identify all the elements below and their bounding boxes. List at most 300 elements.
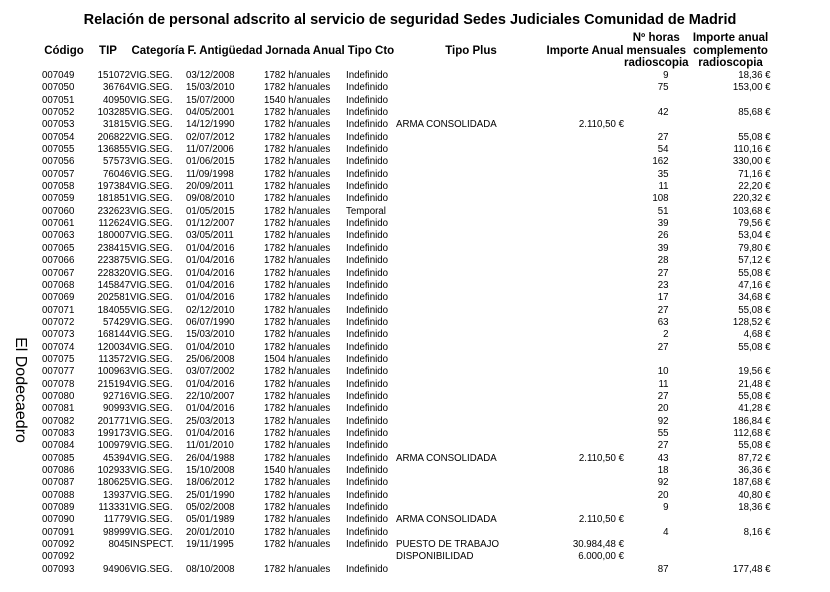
cell-tip: 199173 <box>97 427 130 439</box>
cell-horas-radioscopia: 27 <box>657 304 669 316</box>
cell-tipo-cto: Indefinido <box>346 452 389 464</box>
cell-importe-anual: 2.110,50 € <box>578 514 624 526</box>
cell-categoria: VIG.SEG. <box>130 514 173 526</box>
cell-jornada: 1782 h/anuales <box>264 304 331 316</box>
cell-categoria: VIG.SEG. <box>130 390 173 402</box>
cell-importe-anual <box>546 379 624 391</box>
cell-tipo-plus <box>396 305 546 317</box>
cell-horas-radioscopia: 20 <box>657 403 669 415</box>
cell-horas-radioscopia <box>624 119 689 131</box>
cell-jornada: 1782 h/anuales <box>264 242 331 254</box>
cell-tip: 181851 <box>97 193 130 205</box>
cell-horas-radioscopia: 10 <box>657 366 669 378</box>
cell-categoria: VIG.SEG. <box>130 144 173 156</box>
cell-codigo: 007054 <box>42 131 75 143</box>
cell-jornada: 1782 h/anuales <box>264 168 331 180</box>
cell-complemento-radioscopia: 36,36 € <box>738 465 771 476</box>
cell-tip: 100963 <box>97 366 130 378</box>
cell-tip: 197384 <box>97 181 130 193</box>
cell-categoria: VIG.SEG. <box>130 304 173 316</box>
cell-tipo-cto: Indefinido <box>346 390 389 402</box>
cell-horas-radioscopia: 26 <box>657 230 669 242</box>
cell-antiguedad: 01/04/2016 <box>186 242 235 254</box>
cell-tipo-plus <box>396 490 546 502</box>
personnel-table <box>42 32 773 576</box>
cell-categoria: VIG.SEG. <box>130 70 173 81</box>
cell-categoria: VIG.SEG. <box>130 378 173 390</box>
cell-jornada: 1782 h/anuales <box>264 144 331 156</box>
cell-complemento-radioscopia: 153,00 € <box>732 82 771 94</box>
cell-jornada: 1540 h/anuales <box>264 94 331 106</box>
cell-importe-anual <box>546 243 624 255</box>
cell-tip: 113572 <box>98 353 130 365</box>
cell-tipo-cto: Indefinido <box>346 514 389 526</box>
cell-tipo-plus <box>396 280 546 292</box>
cell-importe-anual <box>546 391 624 403</box>
cell-tipo-plus: ARMA CONSOLIDADA <box>396 119 497 131</box>
header-codigo: Código <box>44 44 84 57</box>
cell-horas-radioscopia: 2 <box>663 329 669 341</box>
cell-tip: 184055 <box>97 304 130 316</box>
table-header-row <box>42 32 773 70</box>
cell-tipo-plus <box>396 502 546 514</box>
cell-tip: 103285 <box>97 107 130 119</box>
cell-tip: 113331 <box>98 502 130 514</box>
cell-importe-anual <box>546 305 624 317</box>
table-row <box>42 317 773 329</box>
cell-codigo: 007053 <box>42 119 75 131</box>
cell-categoria: VIG.SEG. <box>130 94 173 106</box>
cell-tipo-cto: Indefinido <box>346 427 389 439</box>
cell-tip: 57573 <box>103 156 130 168</box>
table-row <box>42 280 773 292</box>
cell-complemento-radioscopia: 79,56 € <box>738 218 771 230</box>
table-row <box>42 95 773 107</box>
cell-tipo-cto: Indefinido <box>346 292 389 304</box>
header-complemento-radioscopia: Importe anual complemento radioscopia <box>692 32 769 70</box>
cell-tipo-plus <box>396 317 546 329</box>
cell-horas-radioscopia: 9 <box>663 502 669 514</box>
cell-jornada: 1782 h/anuales <box>264 218 331 230</box>
table-row <box>42 366 773 378</box>
cell-tip: 90993 <box>103 403 130 415</box>
cell-tip: 206822 <box>97 131 130 143</box>
cell-categoria: VIG.SEG. <box>130 205 173 217</box>
cell-horas-radioscopia: 51 <box>657 205 669 217</box>
cell-tipo-plus <box>396 366 546 378</box>
cell-complemento-radioscopia: 4,68 € <box>743 329 771 341</box>
cell-tipo-plus: ARMA CONSOLIDADA <box>396 514 497 526</box>
cell-tip: 100979 <box>97 440 130 452</box>
cell-importe-anual <box>546 416 624 428</box>
cell-tip <box>86 551 130 563</box>
cell-jornada: 1782 h/anuales <box>264 403 331 415</box>
cell-tip: 92716 <box>103 390 130 402</box>
cell-codigo: 007066 <box>42 255 75 267</box>
cell-horas-radioscopia: 43 <box>657 452 669 464</box>
cell-tip: 238415 <box>97 242 130 254</box>
cell-tip: 13937 <box>103 489 130 501</box>
cell-complemento-radioscopia: 55,08 € <box>738 131 771 143</box>
cell-importe-anual <box>546 527 624 539</box>
cell-codigo: 007088 <box>42 489 75 501</box>
cell-jornada: 1782 h/anuales <box>264 427 331 439</box>
page-title: Relación de personal adscrito al servicio de seguridad Sedes Judiciales Comunidad de Madrid <box>83 12 737 28</box>
cell-tipo-cto: Indefinido <box>346 304 389 316</box>
cell-horas-radioscopia: 27 <box>657 440 669 452</box>
cell-categoria: VIG.SEG. <box>130 415 173 427</box>
cell-horas-radioscopia: 9 <box>663 70 669 81</box>
cell-antiguedad: 06/07/1990 <box>186 316 235 328</box>
cell-antiguedad: 15/03/2010 <box>186 82 235 94</box>
cell-horas-radioscopia: 23 <box>657 279 669 291</box>
cell-categoria: VIG.SEG. <box>130 477 173 489</box>
cell-jornada: 1782 h/anuales <box>264 440 331 452</box>
cell-horas-radioscopia: 28 <box>657 255 669 267</box>
cell-jornada: 1782 h/anuales <box>264 316 331 328</box>
cell-categoria: VIG.SEG. <box>130 563 173 575</box>
cell-importe-anual <box>546 82 624 94</box>
cell-tip: 8045 <box>108 539 130 551</box>
cell-codigo: 007071 <box>42 304 75 316</box>
cell-jornada: 1782 h/anuales <box>264 514 331 526</box>
table-row <box>42 453 773 465</box>
cell-horas-radioscopia: 27 <box>657 267 669 279</box>
cell-complemento-radioscopia: 18,36 € <box>738 502 771 514</box>
cell-horas-radioscopia <box>624 551 689 563</box>
cell-importe-anual <box>546 564 624 576</box>
cell-codigo: 007058 <box>42 181 75 193</box>
cell-categoria: VIG.SEG. <box>130 119 173 131</box>
table-row <box>42 82 773 94</box>
cell-categoria: VIG.SEG. <box>130 465 173 476</box>
cell-horas-radioscopia: 27 <box>657 390 669 402</box>
table-row <box>42 428 773 440</box>
cell-antiguedad: 01/04/2016 <box>186 378 235 390</box>
cell-horas-radioscopia: 39 <box>657 242 669 254</box>
cell-tipo-cto: Indefinido <box>346 353 389 365</box>
table-row <box>42 551 773 563</box>
cell-horas-radioscopia: 55 <box>657 427 669 439</box>
cell-antiguedad: 05/01/1989 <box>186 514 235 526</box>
cell-antiguedad: 09/08/2010 <box>186 193 235 205</box>
cell-antiguedad: 02/12/2010 <box>186 304 235 316</box>
cell-importe-anual <box>546 366 624 378</box>
cell-tipo-cto: Indefinido <box>346 94 389 106</box>
cell-jornada: 1782 h/anuales <box>264 119 331 131</box>
cell-complemento-radioscopia: 8,16 € <box>743 526 771 538</box>
cell-horas-radioscopia <box>624 514 689 526</box>
cell-jornada: 1540 h/anuales <box>264 465 331 476</box>
cell-complemento-radioscopia: 128,52 € <box>732 316 771 328</box>
cell-complemento-radioscopia <box>689 95 773 107</box>
table-row <box>42 243 773 255</box>
cell-tip: 102933 <box>97 465 130 476</box>
cell-tipo-cto: Indefinido <box>346 218 389 230</box>
cell-codigo: 007085 <box>42 452 75 464</box>
cell-jornada: 1782 h/anuales <box>264 267 331 279</box>
cell-codigo: 007074 <box>42 341 75 353</box>
cell-tipo-cto: Indefinido <box>346 193 389 205</box>
cell-antiguedad: 15/07/2000 <box>186 94 235 106</box>
cell-codigo: 007075 <box>42 353 75 365</box>
cell-jornada: 1782 h/anuales <box>264 329 331 341</box>
cell-tip: 202581 <box>97 292 130 304</box>
cell-categoria: VIG.SEG. <box>130 526 173 538</box>
cell-antiguedad: 01/04/2016 <box>186 279 235 291</box>
cell-horas-radioscopia: 87 <box>657 563 669 575</box>
cell-importe-anual <box>546 428 624 440</box>
table-row <box>42 490 773 502</box>
cell-tipo-plus <box>396 564 546 576</box>
cell-complemento-radioscopia: 71,16 € <box>738 168 771 180</box>
cell-tipo-plus <box>396 218 546 230</box>
cell-importe-anual <box>546 169 624 181</box>
cell-horas-radioscopia: 18 <box>657 465 669 476</box>
cell-antiguedad: 22/10/2007 <box>186 390 235 402</box>
cell-codigo: 007086 <box>42 465 75 476</box>
cell-antiguedad: 01/04/2016 <box>186 427 235 439</box>
cell-antiguedad: 15/10/2008 <box>186 465 235 476</box>
cell-importe-anual <box>546 317 624 329</box>
cell-tipo-cto: Temporal <box>346 205 386 217</box>
cell-codigo: 007082 <box>42 415 75 427</box>
cell-jornada: 1782 h/anuales <box>264 230 331 242</box>
cell-complemento-radioscopia <box>689 539 773 551</box>
cell-antiguedad: 19/11/1995 <box>186 539 234 551</box>
cell-antiguedad: 25/03/2013 <box>186 415 235 427</box>
cell-codigo: 007080 <box>42 390 75 402</box>
cell-tipo-cto: Indefinido <box>346 70 389 81</box>
cell-antiguedad: 01/06/2015 <box>186 156 235 168</box>
header-tipo-cto: Tipo Cto <box>347 44 395 57</box>
cell-importe-anual <box>546 354 624 366</box>
cell-codigo: 007061 <box>42 218 75 230</box>
cell-tip: 45394 <box>103 452 130 464</box>
cell-antiguedad: 11/09/1998 <box>186 168 234 180</box>
cell-complemento-radioscopia <box>689 119 773 131</box>
cell-jornada: 1782 h/anuales <box>264 378 331 390</box>
header-antiguedad: F. Antigüedad <box>187 44 263 57</box>
cell-jornada: 1782 h/anuales <box>264 205 331 217</box>
cell-importe-anual <box>546 465 624 477</box>
cell-categoria: VIG.SEG. <box>130 230 173 242</box>
cell-tip: 232623 <box>97 205 130 217</box>
cell-horas-radioscopia <box>624 539 689 551</box>
cell-antiguedad: 01/04/2016 <box>186 267 235 279</box>
cell-tipo-plus <box>396 132 546 144</box>
cell-tipo-cto: Indefinido <box>346 465 389 476</box>
cell-tip: 98999 <box>103 526 130 538</box>
table-row <box>42 329 773 341</box>
table-row <box>42 193 773 205</box>
cell-codigo: 007092 <box>42 551 75 563</box>
cell-tipo-plus <box>396 243 546 255</box>
cell-jornada: 1504 h/anuales <box>264 353 331 365</box>
cell-importe-anual <box>546 502 624 514</box>
cell-importe-anual <box>546 440 624 452</box>
cell-antiguedad: 11/07/2006 <box>186 144 234 156</box>
cell-complemento-radioscopia: 110,16 € <box>733 144 771 156</box>
table-row <box>42 564 773 576</box>
cell-tip: 40950 <box>103 94 130 106</box>
cell-categoria <box>130 551 186 563</box>
cell-categoria: VIG.SEG. <box>130 316 173 328</box>
cell-complemento-radioscopia: 87,72 € <box>738 452 771 464</box>
cell-antiguedad: 25/06/2008 <box>186 353 235 365</box>
cell-jornada: 1782 h/anuales <box>264 193 331 205</box>
cell-tipo-plus <box>396 527 546 539</box>
cell-tipo-plus <box>396 107 546 119</box>
header-categoria: Categoría <box>131 44 185 57</box>
cell-tipo-plus <box>396 206 546 218</box>
header-jornada: Jornada Anual <box>265 44 345 57</box>
cell-importe-anual: 30.984,48 € <box>572 539 624 551</box>
cell-antiguedad: 14/12/1990 <box>186 119 235 131</box>
cell-importe-anual <box>546 193 624 205</box>
cell-complemento-radioscopia: 18,36 € <box>738 70 771 81</box>
cell-jornada: 1782 h/anuales <box>264 390 331 402</box>
cell-tipo-plus <box>396 255 546 267</box>
cell-tip: 36764 <box>103 82 130 94</box>
cell-complemento-radioscopia: 79,80 € <box>738 242 771 254</box>
cell-categoria: VIG.SEG. <box>130 403 173 415</box>
cell-complemento-radioscopia: 55,08 € <box>738 440 771 452</box>
cell-importe-anual: 6.000,00 € <box>578 551 624 563</box>
table-row <box>42 107 773 119</box>
cell-horas-radioscopia <box>624 95 689 107</box>
cell-importe-anual: 2.110,50 € <box>578 452 624 464</box>
cell-tipo-cto: Indefinido <box>346 242 389 254</box>
cell-codigo: 007090 <box>42 514 75 526</box>
cell-complemento-radioscopia: 177,48 € <box>732 563 771 575</box>
cell-tipo-cto: Indefinido <box>346 267 389 279</box>
cell-jornada: 1782 h/anuales <box>264 82 331 94</box>
cell-categoria: VIG.SEG. <box>130 427 173 439</box>
cell-horas-radioscopia: 92 <box>657 415 669 427</box>
cell-horas-radioscopia: 11 <box>658 181 669 193</box>
cell-jornada: 1782 h/anuales <box>264 181 331 193</box>
cell-complemento-radioscopia: 220,32 € <box>732 193 771 205</box>
cell-tipo-cto: Indefinido <box>346 168 389 180</box>
table-row <box>42 391 773 403</box>
cell-categoria: VIG.SEG. <box>130 353 173 365</box>
table-row <box>42 132 773 144</box>
cell-codigo: 007052 <box>42 107 75 119</box>
cell-tipo-plus: PUESTO DE TRABAJO <box>396 539 500 551</box>
table-row <box>42 379 773 391</box>
cell-tip: 57429 <box>103 316 130 328</box>
cell-categoria: VIG.SEG. <box>130 452 173 464</box>
cell-tipo-plus <box>396 169 546 181</box>
cell-complemento-radioscopia: 34,68 € <box>738 292 771 304</box>
cell-complemento-radioscopia: 112,68 € <box>733 427 771 439</box>
cell-importe-anual <box>546 156 624 168</box>
cell-horas-radioscopia: 27 <box>657 341 669 353</box>
cell-complemento-radioscopia: 330,00 € <box>732 156 771 168</box>
cell-antiguedad: 25/01/1990 <box>186 489 235 501</box>
table-row <box>42 119 773 131</box>
cell-importe-anual <box>546 144 624 156</box>
cell-jornada: 1782 h/anuales <box>264 502 331 514</box>
cell-antiguedad: 08/10/2008 <box>186 563 235 575</box>
cell-importe-anual <box>546 490 624 502</box>
table-row <box>42 403 773 415</box>
cell-tipo-cto: Indefinido <box>346 144 389 156</box>
cell-codigo: 007087 <box>42 477 75 489</box>
cell-tipo-plus <box>396 391 546 403</box>
cell-categoria: VIG.SEG. <box>130 329 173 341</box>
cell-tipo-cto: Indefinido <box>346 403 389 415</box>
cell-tip: 151072 <box>97 70 130 81</box>
cell-categoria: VIG.SEG. <box>130 181 173 193</box>
cell-tipo-cto: Indefinido <box>346 489 389 501</box>
cell-codigo: 007055 <box>42 144 75 156</box>
cell-codigo: 007057 <box>42 168 75 180</box>
cell-tipo-plus <box>396 268 546 280</box>
cell-horas-radioscopia: 162 <box>652 156 669 168</box>
cell-complemento-radioscopia: 55,08 € <box>738 341 771 353</box>
cell-categoria: VIG.SEG. <box>130 168 173 180</box>
table-row <box>42 206 773 218</box>
cell-complemento-radioscopia: 103,68 € <box>732 205 771 217</box>
table-row <box>42 440 773 452</box>
table-row <box>42 305 773 317</box>
table-row <box>42 268 773 280</box>
cell-complemento-radioscopia: 55,08 € <box>738 390 771 402</box>
cell-complemento-radioscopia: 57,12 € <box>738 255 771 267</box>
cell-tip: 215194 <box>97 378 130 390</box>
cell-horas-radioscopia: 17 <box>657 292 669 304</box>
cell-categoria: VIG.SEG. <box>130 341 173 353</box>
cell-antiguedad: 03/05/2011 <box>186 230 234 242</box>
cell-jornada: 1782 h/anuales <box>264 366 331 378</box>
cell-tipo-plus <box>396 329 546 341</box>
cell-tipo-plus <box>396 70 546 82</box>
cell-tip: 228320 <box>97 267 130 279</box>
cell-codigo: 007077 <box>42 366 75 378</box>
cell-codigo: 007091 <box>42 526 75 538</box>
cell-categoria: VIG.SEG. <box>130 502 173 514</box>
cell-tip: 145847 <box>97 279 130 291</box>
table-row <box>42 477 773 489</box>
cell-importe-anual <box>546 280 624 292</box>
table-body <box>42 70 773 576</box>
cell-horas-radioscopia: 92 <box>657 477 669 489</box>
cell-jornada: 1782 h/anuales <box>264 526 331 538</box>
cell-complemento-radioscopia: 55,08 € <box>738 304 771 316</box>
cell-jornada: 1782 h/anuales <box>264 452 331 464</box>
cell-importe-anual <box>546 206 624 218</box>
cell-codigo: 007078 <box>42 378 75 390</box>
cell-tip: 94906 <box>103 563 130 575</box>
cell-antiguedad: 01/04/2016 <box>186 255 235 267</box>
cell-categoria: VIG.SEG. <box>130 255 173 267</box>
cell-horas-radioscopia: 27 <box>657 131 669 143</box>
cell-categoria: VIG.SEG. <box>130 193 173 205</box>
cell-tipo-plus <box>396 230 546 242</box>
cell-tipo-plus <box>396 428 546 440</box>
cell-categoria: VIG.SEG. <box>130 218 173 230</box>
cell-codigo: 007069 <box>42 292 75 304</box>
cell-tipo-plus <box>396 477 546 489</box>
cell-complemento-radioscopia: 187,68 € <box>732 477 771 489</box>
cell-codigo: 007092 <box>42 539 75 551</box>
cell-tip: 180007 <box>97 230 130 242</box>
cell-antiguedad: 26/04/1988 <box>186 452 235 464</box>
cell-horas-radioscopia: 108 <box>652 193 669 205</box>
cell-codigo: 007059 <box>42 193 75 205</box>
